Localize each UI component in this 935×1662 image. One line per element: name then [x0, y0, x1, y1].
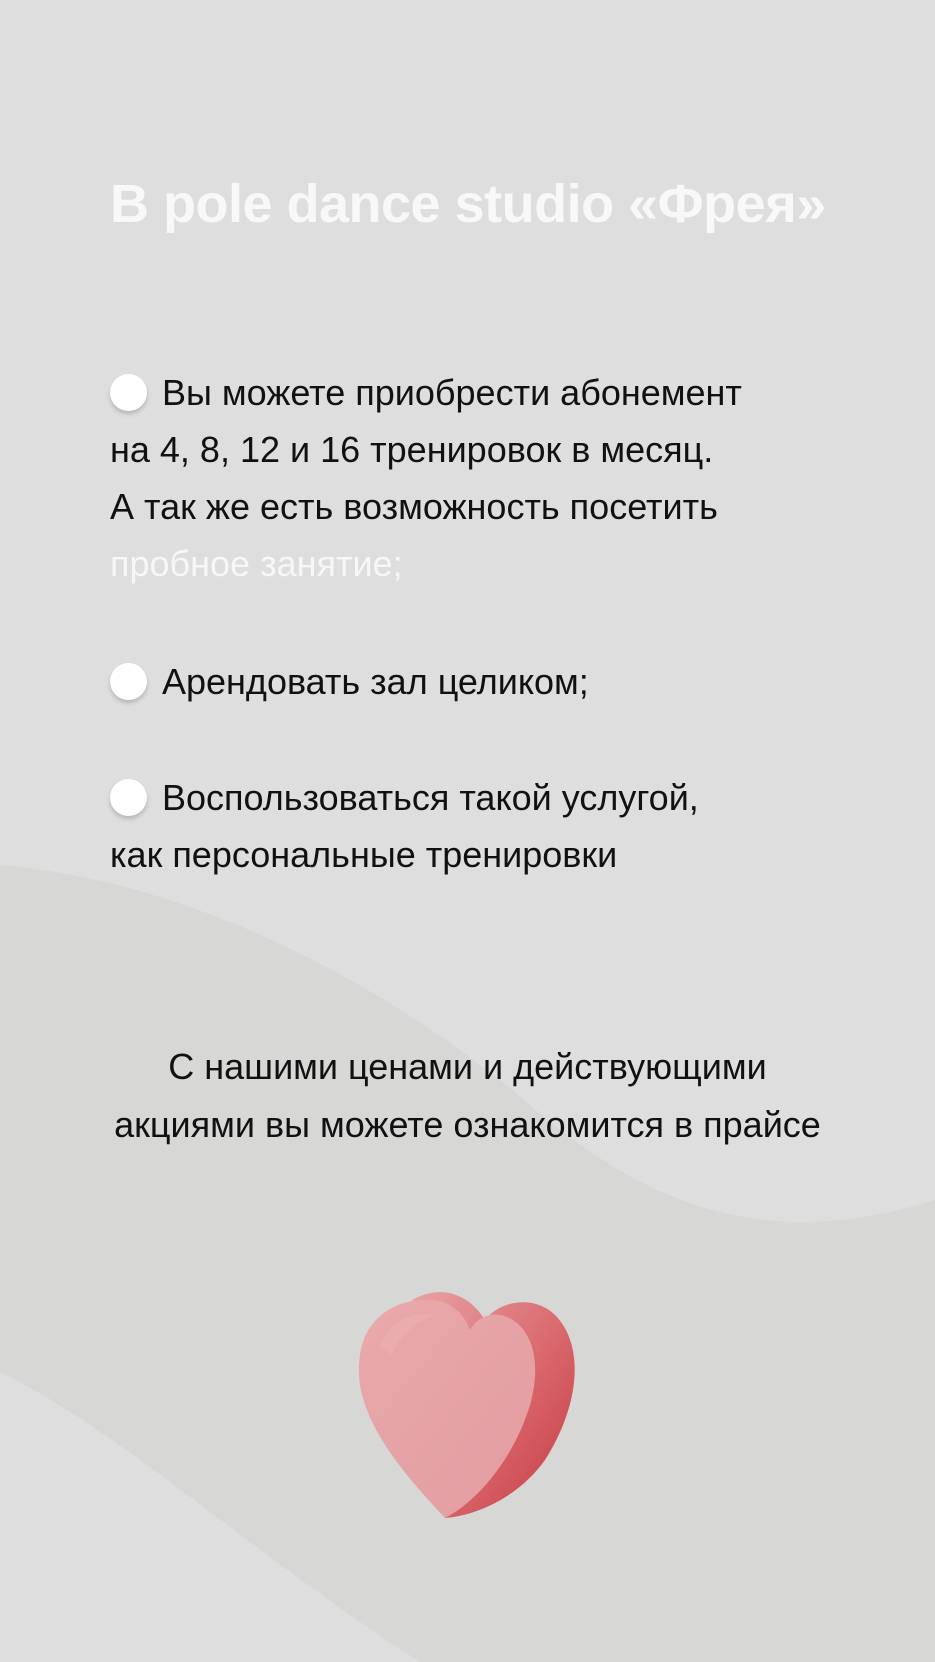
- bullet-subscription: [110, 364, 742, 592]
- price-note-line: С нашими ценами и действующими: [168, 1046, 767, 1087]
- bullet-text: Вы можете приобрести абонемент: [162, 372, 742, 413]
- price-note: [0, 1038, 935, 1154]
- bullet-rent-hall: [110, 653, 589, 710]
- trial-lesson-text: пробное занятие;: [110, 543, 403, 584]
- bullet-line: на 4, 8, 12 и 16 тренировок в месяц.: [110, 429, 714, 470]
- page-title: В pole dance studio «Фрея»: [110, 174, 826, 234]
- bullet-personal-training: [110, 769, 699, 883]
- white-circle-bullet-icon: [110, 663, 147, 700]
- white-circle-bullet-icon: [110, 374, 147, 411]
- bullet-line: А так же есть возможность посетить: [110, 486, 718, 527]
- bullet-line: [110, 364, 742, 421]
- bullet-text: Воспользоваться такой услугой,: [162, 777, 699, 818]
- bullet-line: [110, 653, 589, 710]
- price-note-line: акциями вы можете ознакомится в прайсе: [114, 1104, 821, 1145]
- 3d-heart-icon: [350, 1275, 590, 1525]
- bullet-text: Арендовать зал целиком;: [162, 661, 589, 702]
- bullet-line: [110, 769, 699, 826]
- white-circle-bullet-icon: [110, 779, 147, 816]
- bullet-line: как персональные тренировки: [110, 834, 618, 875]
